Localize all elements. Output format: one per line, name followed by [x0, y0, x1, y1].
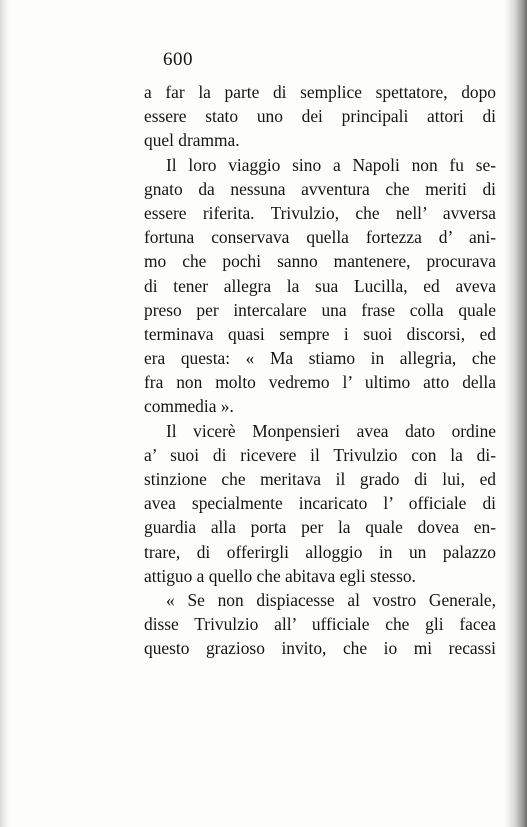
- text-line: guardia alla porta per la quale dovea en-: [144, 517, 496, 538]
- text-line: stinzione che meritava il grado di lui, ed: [144, 469, 496, 489]
- text-line: attiguo a quello che abitava egli stesso.: [144, 565, 416, 586]
- text-line: a far la parte di semplice spettatore, dopo: [144, 82, 496, 102]
- text-line: commedia ».: [144, 396, 234, 417]
- page-binding-shadow: [505, 0, 527, 827]
- paragraph: [144, 419, 496, 588]
- text-line: quel dramma.: [144, 130, 240, 151]
- text-line: avea specialmente incaricato l’ officiale di: [144, 493, 496, 514]
- text-line: Il vicerè Monpensieri avea dato ordine: [166, 420, 496, 441]
- text-line: era questa: « Ma stiamo in allegria, che: [144, 348, 496, 369]
- text-line: terminava quasi sempre i suoi discorsi, ed: [144, 323, 496, 344]
- text-line: a’ suoi di ricevere il Trivulzio con la di-: [144, 444, 496, 465]
- body-text: [144, 80, 496, 661]
- text-line: disse Trivulzio all’ ufficiale che gli facea: [144, 614, 496, 635]
- text-line: essere stato uno dei principali attori di: [144, 106, 496, 127]
- text-line: fra non molto vedremo l’ ultimo atto della: [144, 372, 496, 393]
- text-line: « Se non dispiacesse al vostro Generale,: [166, 589, 496, 610]
- paragraph: [144, 80, 496, 153]
- page-left-edge: [0, 0, 10, 827]
- text-line: preso per intercalare una frase colla quale: [144, 299, 496, 320]
- text-line: trare, di offerirgli alloggio in un palazzo: [144, 541, 496, 562]
- text-line: di tener allegra la sua Lucilla, ed aveva: [144, 275, 496, 296]
- text-line: questo grazioso invito, che io mi recassi: [144, 638, 496, 659]
- text-line: Il loro viaggio sino a Napoli non fu se-: [166, 154, 496, 175]
- paragraph: [144, 153, 496, 419]
- text-line: essere riferita. Trivulzio, che nell’ avversa: [144, 202, 496, 223]
- text-line: gnato da nessuna avventura che meriti di: [144, 178, 496, 199]
- text-line: mo che pochi sanno mantenere, procurava: [144, 251, 496, 272]
- text-line: fortuna conservava quella fortezza d’ ani-: [144, 227, 496, 248]
- page-number: 600: [163, 49, 193, 70]
- paragraph: [144, 588, 496, 661]
